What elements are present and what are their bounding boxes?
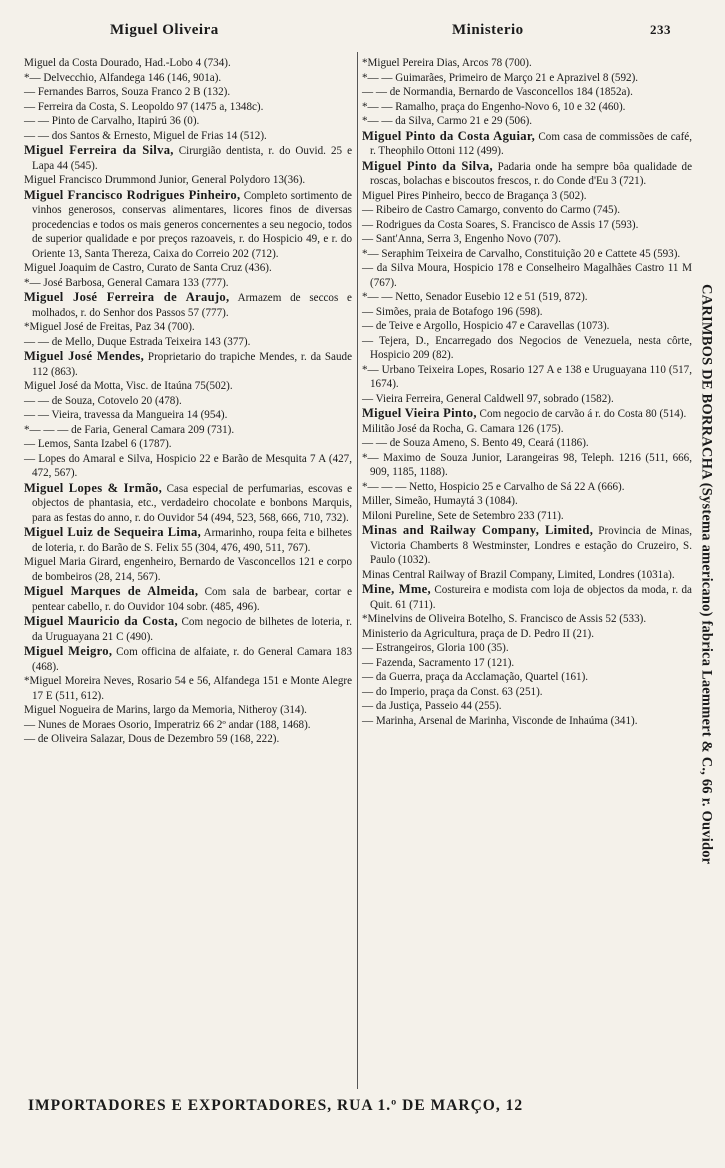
- entry-name: Miguel José Mendes,: [24, 349, 145, 363]
- directory-entry: [362, 641, 692, 656]
- entry-text: Armarinho, roupa feita e bilhetes de loteria, r. do Barão de S. Felix 55 (304, 476, 490, 511, 767).: [32, 527, 352, 554]
- directory-entry: [24, 644, 352, 674]
- directory-entry: [24, 56, 352, 71]
- directory-entry: [24, 114, 352, 129]
- entry-text: — Sant'Anna, Serra 3, Engenho Novo (707).: [362, 233, 561, 245]
- directory-entry: [24, 423, 352, 438]
- entry-text: — Ribeiro de Castro Camargo, convento do Carmo (745).: [362, 204, 620, 216]
- entry-text: *— Seraphim Teixeira de Carvalho, Constituição 20 e Cattete 45 (593).: [362, 247, 681, 260]
- entry-text: *— — Ramalho, praça do Engenho-Novo 6, 10 e 32 (460).: [362, 100, 626, 113]
- column-divider: [357, 52, 358, 1089]
- entry-text: Miguel José da Motta, Visc. de Itaúna 75(502).: [24, 380, 233, 392]
- directory-entry: [362, 451, 692, 480]
- directory-entry: [362, 568, 692, 583]
- entry-text: Miguel Francisco Drummond Junior, General Polydoro 13(36).: [24, 174, 306, 186]
- directory-entry: [362, 656, 692, 671]
- entry-text: *— José Barbosa, General Camara 133 (777).: [24, 276, 229, 289]
- directory-entry: [24, 320, 352, 335]
- entry-text: — Simões, praia de Botafogo 196 (598).: [362, 305, 543, 318]
- entry-text: Miguel da Costa Dourado, Had.-Lobo 4 (734).: [24, 57, 231, 69]
- entry-name: Miguel Pinto da Costa Aguiar,: [362, 128, 536, 143]
- entry-text: *— — — Netto, Hospicio 25 e Carvalho de Sá 22 A (666).: [362, 480, 625, 493]
- directory-entry: [24, 129, 352, 144]
- entry-text: Costureira e modista com loja de objectos da moda, r. da Quit. 61 (711).: [370, 584, 692, 611]
- entry-name: Minas and Railway Company, Limited,: [362, 523, 594, 537]
- entry-text: — Fazenda, Sacramento 17 (121).: [362, 656, 515, 669]
- directory-entry: [362, 392, 692, 407]
- directory-entry: [24, 71, 352, 86]
- directory-entry: [362, 247, 692, 262]
- directory-entry: [24, 481, 352, 526]
- directory-entry: [362, 203, 692, 218]
- entry-text: Com sala de barbear, cortar e pentear cabello, r. do Ouvidor 104 sobr. (485, 496).: [32, 586, 352, 613]
- entry-text: Armazem de seccos e molhados, r. do Senhor dos Passos 57 (777).: [32, 292, 352, 319]
- directory-entry: [362, 334, 692, 363]
- directory-entry: [362, 261, 692, 290]
- entry-text: — da Guerra, praça da Acclamação, Quartel (161).: [362, 671, 589, 683]
- entry-text: — — de Mello, Duque Estrada Teixeira 143 (377).: [24, 335, 251, 348]
- directory-entry: [24, 525, 352, 555]
- entry-text: *Miguel Pereira Dias, Arcos 78 (700).: [362, 57, 532, 69]
- directory-entry: [362, 85, 692, 100]
- directory-entry: [362, 480, 692, 495]
- entry-text: — Lopes do Amaral e Silva, Hospicio 22 e Barão de Mesquita 7 A (427, 472, 567).: [24, 452, 352, 479]
- entry-text: — — Vieira, travessa da Mangueira 14 (954).: [24, 409, 228, 421]
- entry-text: *— — Netto, Senador Eusebio 12 e 51 (519, 872).: [362, 291, 588, 303]
- running-header-left: Miguel Oliveira: [110, 22, 219, 38]
- entry-text: — — de Souza Ameno, S. Bento 49, Ceará (1186).: [362, 437, 589, 449]
- directory-entry: [362, 699, 692, 714]
- entry-text: Miguel Maria Girard, engenheiro, Bernardo de Vasconcellos 121 e corpo de bombeiros (28, 214, 567).: [24, 556, 352, 583]
- entry-text: *— Delvecchio, Alfandega 146 (146, 901a).: [24, 71, 222, 84]
- entry-text: — — dos Santos & Ernesto, Miguel de Frias 14 (512).: [24, 129, 267, 142]
- entry-text: — Nunes de Moraes Osorio, Imperatriz 66 2º andar (188, 1468).: [24, 718, 311, 731]
- entry-name: Miguel Francisco Rodrigues Pinheiro,: [24, 187, 241, 202]
- entry-text: Com officina de alfaiate, r. do General Camara 183 (468).: [32, 646, 353, 673]
- directory-entry: [362, 627, 692, 642]
- entry-text: Completo sortimento de vinhos generosos, conservas alimentares, licores finos de diversas procedencias e todos os mais generos concernentes a seu negocio, todos de superior qualidade e por preços razoaveis, r. do Hospicio 49, e r. do Oriente 13, Santa Thereza, Caixa do Correio 202 (712).: [32, 189, 352, 260]
- entry-text: — da Justiça, Passeio 44 (255).: [362, 700, 502, 712]
- directory-entry: [362, 509, 692, 524]
- directory-entry: [362, 290, 692, 305]
- entry-text: Com negocio de carvão á r. do Costa 80 (514).: [476, 408, 687, 420]
- entry-text: Padaria onde ha sempre bôa qualidade de roscas, bolachas e biscoutos frescos, r. do Conde d'Eu 3 (721).: [370, 160, 692, 187]
- directory-entry: [24, 437, 352, 452]
- entry-name: Miguel Vieira Pinto,: [362, 406, 477, 420]
- directory-entry: [24, 143, 352, 173]
- directory-entry: [362, 363, 692, 392]
- entry-text: Militão José da Rocha, G. Camara 126 (175).: [362, 422, 564, 435]
- directory-entry: [362, 129, 692, 159]
- entry-text: Minas Central Railway of Brazil Company, Limited, Londres (1031a).: [362, 568, 675, 581]
- entry-name: Miguel Ferreira da Silva,: [24, 143, 174, 157]
- entry-text: — — de Souza, Cotovelo 20 (478).: [24, 394, 182, 407]
- entry-text: Com negocio de bilhetes de loteria, r. da Uruguayana 21 C (490).: [32, 616, 352, 643]
- directory-entry: [362, 159, 692, 189]
- directory-entry: [362, 685, 692, 700]
- entry-text: Miguel Pires Pinheiro, becco de Bragança 3 (502).: [362, 189, 587, 202]
- entry-text: — — de Normandia, Bernardo de Vasconcellos 184 (1852a).: [362, 86, 633, 98]
- entry-text: — Vieira Ferreira, General Caldwell 97, sobrado (1582).: [362, 392, 614, 405]
- entry-text: *— Maximo de Souza Junior, Larangeiras 98, Teleph. 1216 (511, 666, 909, 1185, 1188).: [362, 451, 692, 478]
- directory-entry: [24, 379, 352, 394]
- footer-advertisement: IMPORTADORES E EXPORTADORES, RUA 1.º DE MARÇO, 12: [28, 1097, 524, 1114]
- directory-entry: [362, 319, 692, 334]
- directory-entry: [24, 614, 352, 644]
- entry-text: — Ferreira da Costa, S. Leopoldo 97 (1475 a, 1348c).: [24, 100, 264, 113]
- directory-entry: [362, 218, 692, 233]
- directory-entry: [24, 703, 352, 718]
- entry-text: — Marinha, Arsenal de Marinha, Visconde de Inhaúma (341).: [362, 714, 638, 727]
- entry-text: — da Silva Moura, Hospicio 178 e Conselheiro Magalhães Castro 11 M (767).: [362, 262, 692, 289]
- directory-entry: [362, 523, 692, 568]
- entry-text: *— — — de Faria, General Camara 209 (731).: [24, 423, 235, 436]
- side-advertisement: [690, 54, 722, 1094]
- directory-entry: [24, 173, 352, 188]
- right-column: [362, 56, 692, 728]
- entry-text: Com casa de commissões de café, r. Theophilo Ottoni 112 (499).: [370, 130, 692, 157]
- directory-entry: [24, 584, 352, 614]
- entry-name: Miguel Luiz de Sequeira Lima,: [24, 525, 202, 539]
- directory-entry: [24, 674, 352, 703]
- directory-entry: [24, 394, 352, 409]
- entry-name: Miguel Meigro,: [24, 644, 113, 658]
- directory-entry: [362, 232, 692, 247]
- entry-text: — Rodrigues da Costa Soares, S. Francisco de Assis 17 (593).: [362, 218, 639, 231]
- directory-entry: [24, 100, 352, 115]
- directory-entry: [24, 335, 352, 350]
- page-number: 233: [650, 22, 671, 37]
- directory-entry: [24, 290, 352, 320]
- entry-name: Miguel Marques de Almeida,: [24, 584, 199, 598]
- entry-text: *Minelvins de Oliveira Botelho, S. Francisco de Assis 52 (533).: [362, 613, 647, 625]
- entry-text: *— Urbano Teixeira Lopes, Rosario 127 A e 138 e Uruguayana 110 (517, 1674).: [362, 363, 692, 390]
- entry-text: Miller, Simeão, Humaytá 3 (1084).: [362, 495, 518, 507]
- entry-name: Miguel Lopes & Irmão,: [24, 480, 163, 495]
- entry-text: *— — Guimarães, Primeiro de Março 21 e Aprazivel 8 (592).: [362, 71, 639, 84]
- entry-text: — de Oliveira Salazar, Dous de Dezembro 59 (168, 222).: [24, 733, 280, 745]
- directory-entry: [24, 452, 352, 481]
- directory-entry: [362, 406, 692, 422]
- entry-text: — — Pinto de Carvalho, Itapirú 36 (0).: [24, 115, 200, 127]
- entry-text: *Miguel José de Freitas, Paz 34 (700).: [24, 321, 195, 333]
- entry-text: Casa especial de perfumarias, escovas e objectos de phantasia, etc., verdadeiro chocolate e bonbons Marquis, para as festas do anno, r. do Ouvidor 54 (494, 523, 568, 666, 710, 732).: [32, 482, 352, 524]
- directory-entry: [362, 582, 692, 612]
- entry-name: Miguel Pinto da Silva,: [362, 158, 493, 173]
- entry-text: — do Imperio, praça da Const. 63 (251).: [362, 685, 543, 698]
- directory-entry: [24, 732, 352, 747]
- entry-text: Ministerio da Agricultura, praça de D. Pedro II (21).: [362, 627, 594, 640]
- directory-entry: [362, 714, 692, 729]
- directory-entry: [24, 85, 352, 100]
- directory-entry: [362, 612, 692, 627]
- entry-text: — Estrangeiros, Gloria 100 (35).: [362, 642, 509, 654]
- entry-text: Miguel Nogueira de Marins, largo da Memoria, Nitheroy (314).: [24, 704, 307, 716]
- directory-entry: [362, 305, 692, 320]
- directory-entry: [362, 189, 692, 204]
- running-header-right: Ministerio: [452, 22, 524, 38]
- directory-entry: [24, 349, 352, 379]
- entry-name: Mine, Mme,: [362, 582, 432, 596]
- directory-entry: [362, 114, 692, 129]
- entry-text: — de Teive e Argollo, Hospicio 47 e Caravellas (1073).: [362, 320, 610, 332]
- entry-text: — Lemos, Santa Izabel 6 (1787).: [24, 438, 172, 450]
- directory-entry: [362, 71, 692, 86]
- directory-entry: [24, 408, 352, 423]
- directory-entry: [362, 56, 692, 71]
- entry-text: Provincia de Minas, Victoria Chamberts 8 Westminster, Londres e estação do Cruzeiro, S. Paulo (1032).: [370, 525, 692, 566]
- directory-entry: [24, 188, 352, 262]
- directory-entry: [24, 261, 352, 276]
- entry-name: Miguel Mauricio da Costa,: [24, 614, 178, 628]
- entry-name: Miguel José Ferreira de Araujo,: [24, 290, 230, 304]
- side-advertisement-text: CARIMBOS DE BORRACHA (Systema americano) fabrica Laemmert & C., 66 r. Ouvidor: [698, 283, 715, 865]
- directory-entry: [362, 436, 692, 451]
- entry-text: — Fernandes Barros, Souza Franco 2 B (132).: [24, 86, 231, 98]
- entry-text: Miloni Pureline, Sete de Setembro 233 (711).: [362, 509, 564, 522]
- directory-entry: [362, 422, 692, 437]
- directory-entry: [362, 494, 692, 509]
- directory-entry: [24, 718, 352, 733]
- directory-entry: [24, 555, 352, 584]
- entry-text: *Miguel Moreira Neves, Rosario 54 e 56, Alfandega 151 e Monte Alegre 17 E (511, 612).: [24, 675, 352, 702]
- left-column: [24, 56, 352, 747]
- entry-text: Cirurgião dentista, r. do Ouvid. 25 e Lapa 44 (545).: [32, 145, 352, 172]
- directory-entry: [362, 100, 692, 115]
- entry-text: — Tejera, D., Encarregado dos Negocios de Venezuela, nesta côrte, Hospicio 209 (82).: [362, 334, 692, 361]
- entry-text: *— — da Silva, Carmo 21 e 29 (506).: [362, 115, 533, 127]
- entry-text: Miguel Joaquim de Castro, Curato de Santa Cruz (436).: [24, 262, 272, 274]
- directory-entry: [24, 276, 352, 291]
- entry-text: Proprietario do trapiche Mendes, r. da Saude 112 (863).: [32, 351, 353, 378]
- directory-entry: [362, 670, 692, 685]
